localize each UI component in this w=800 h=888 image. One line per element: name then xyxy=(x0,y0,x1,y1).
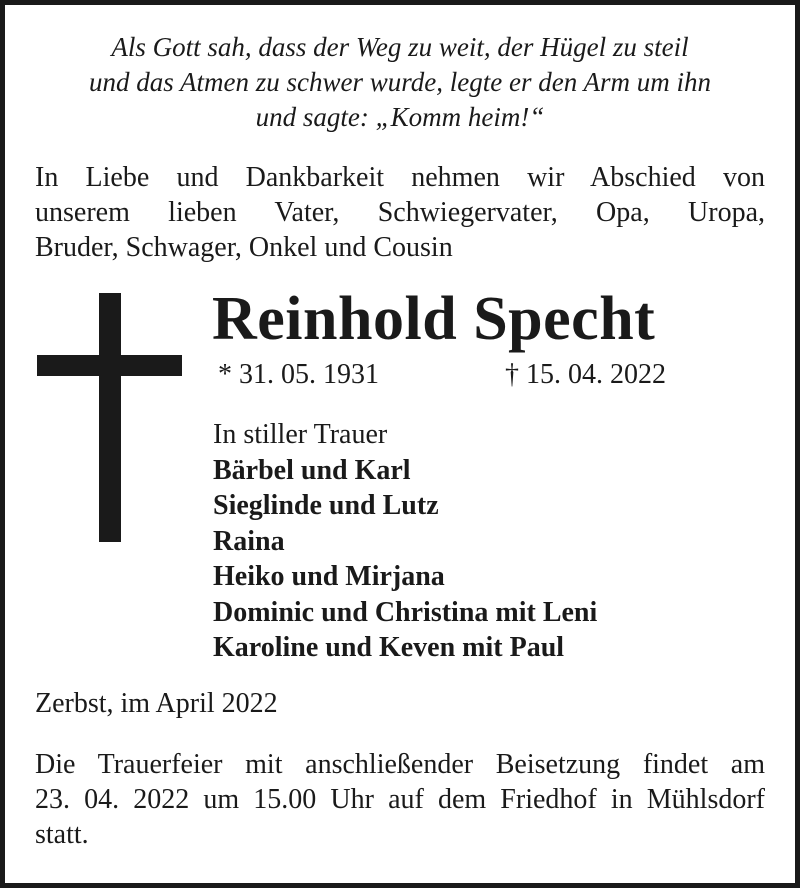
intro-line: Bruder, Schwager, Onkel und Cousin xyxy=(35,232,453,263)
intro-text xyxy=(35,160,765,265)
poem-line: Als Gott sah, dass der Weg zu weit, der Hügel zu steil xyxy=(111,32,689,62)
mourner-entry: Sieglinde und Lutz xyxy=(213,490,439,521)
deceased-name: Reinhold Specht xyxy=(212,285,656,353)
death-date: † 15. 04. 2022 xyxy=(505,359,666,390)
intro-line: In Liebe und Dankbarkeit nehmen wir Abschied von xyxy=(35,162,765,193)
cross-horizontal-bar xyxy=(37,355,182,376)
mourner-entry: Raina xyxy=(213,525,285,557)
funeral-line: 23. 04. 2022 um 15.00 Uhr auf dem Friedhof in Mühlsdorf xyxy=(35,784,765,815)
poem-line: und sagte: „Komm heim!“ xyxy=(255,102,545,132)
cross-vertical-bar xyxy=(99,293,121,542)
mourners-list xyxy=(213,417,597,666)
mourner-entry: Bärbel und Karl xyxy=(213,454,411,486)
mourner-entry: Dominic und Christina mit Leni xyxy=(213,596,598,628)
intro-line: unserem lieben Vater, Schwiegervater, Opa, Uropa, xyxy=(35,197,765,228)
poem-line: und das Atmen zu schwer wurde, legte er den Arm um ihn xyxy=(89,67,711,97)
poem-quote xyxy=(20,30,780,135)
funeral-line: Die Trauerfeier mit anschließender Beisetzung findet am xyxy=(35,749,765,780)
birth-date: * 31. 05. 1931 xyxy=(218,359,379,390)
mourners-heading: In stiller Trauer xyxy=(213,419,388,450)
mourner-entry: Karoline und Keven mit Paul xyxy=(213,632,565,663)
mourner-entry: Heiko und Mirjana xyxy=(213,561,445,592)
funeral-notice xyxy=(35,747,765,852)
place-and-date: Zerbst, im April 2022 xyxy=(35,688,278,719)
funeral-line: statt. xyxy=(35,819,89,850)
